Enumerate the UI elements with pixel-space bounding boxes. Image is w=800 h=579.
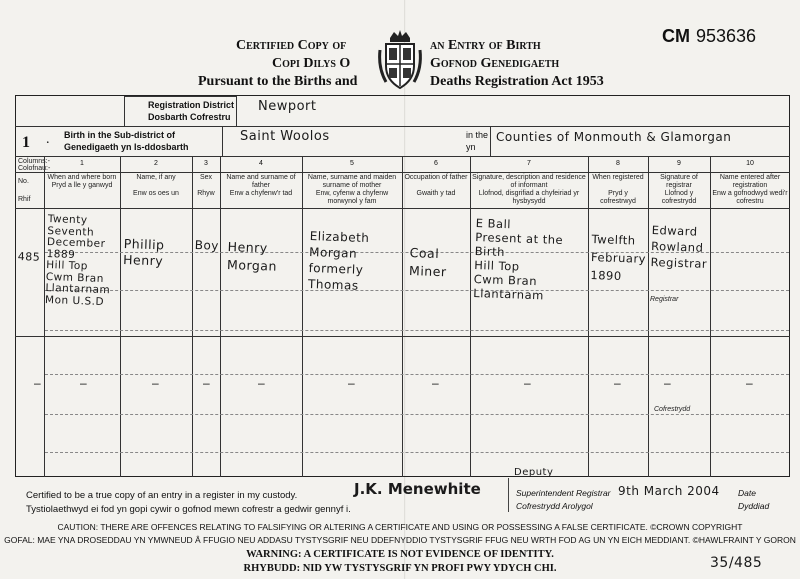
col-num-2: 2	[154, 160, 158, 167]
district-divider	[236, 96, 237, 126]
col-num-8: 8	[616, 160, 620, 167]
district-label-cy: Dosbarth Cofrestru	[148, 112, 231, 122]
entry-dot: .	[46, 132, 50, 147]
entry-sex: Boy	[194, 238, 220, 253]
reference-number: 35/485	[710, 555, 763, 571]
columns-label-cy: Colofnau:-	[18, 165, 51, 172]
entry-occupation: Coal Miner	[408, 244, 447, 280]
rule-5	[45, 414, 789, 415]
district-label-en: Registration District	[148, 100, 235, 110]
district-top-line	[124, 96, 236, 97]
subdistrict-label-en: Birth in the Sub-district of	[64, 130, 175, 140]
header-left-line1: Certified Copy of	[236, 38, 347, 53]
col-num-5: 5	[350, 160, 354, 167]
col-heading-8: When registered Pryd y cofrestrwyd	[592, 174, 644, 205]
rule-4	[45, 374, 789, 375]
subdistrict-divider	[222, 126, 223, 156]
row2-dash-10: –	[746, 376, 753, 390]
col-line-7	[588, 156, 589, 477]
in-the-label: in the	[466, 130, 489, 140]
date-label-en: Date	[738, 488, 756, 498]
col-line-0	[44, 156, 45, 477]
header-right-line1: an Entry of Birth	[430, 38, 541, 53]
entry-informant: E Ball Present at the Birth Hill Top Cwm Bran Llantarnam	[473, 216, 564, 303]
row2-dash-5: –	[348, 376, 355, 390]
certified-statement-cy: Tystiolaethwyd ei fod yn gopi cywir o gofnod mewn cofrestr a gedwir gennyf i.	[26, 504, 351, 515]
warning-cy: RHYBUDD: NID YW TYSTYSGRIF YN PROFI PWY YDYCH CHI.	[243, 563, 557, 574]
col-line-8	[648, 156, 649, 477]
entry-father: Henry Morgan	[226, 238, 278, 274]
superintendent-signature: J.K. Menewhite	[354, 480, 481, 498]
row2-dash-3: –	[203, 376, 210, 390]
entry-bottom-line	[15, 336, 790, 337]
superintendent-label-cy: Cofrestrydd Arolygol	[516, 501, 593, 511]
district-bottom-line	[15, 126, 790, 127]
col-line-9	[710, 156, 711, 477]
col-heading-1: When and where born Pryd a lle y ganwyd	[47, 174, 117, 189]
row2-dash-1: –	[80, 376, 87, 390]
row-label-no: No.	[18, 178, 29, 185]
row2-dash-7: –	[524, 376, 531, 390]
subdistrict-value: Saint Woolos	[240, 129, 330, 144]
row2-dash-2: –	[152, 376, 159, 390]
col-num-9: 9	[677, 160, 681, 167]
col-num-1: 1	[80, 160, 84, 167]
entry-registrar: Edward Rowland Registrar	[650, 222, 708, 271]
row2-dash-8: –	[614, 376, 621, 390]
warning-en: WARNING: A CERTIFICATE IS NOT EVIDENCE OF IDENTITY.	[246, 549, 554, 560]
col-line-4	[302, 156, 303, 477]
col-line-1	[120, 156, 121, 477]
row2-dash-6: –	[432, 376, 439, 390]
header-right-line2: Gofnod Genedigaeth	[430, 56, 560, 71]
col-heading-2: Name, if any Enw os oes un	[133, 174, 179, 197]
col-line-2	[192, 156, 193, 477]
signature-bracket	[508, 478, 509, 512]
caution-cy: GOFAL: MAE YNA DROSEDDAU YN YMWNEUD Â FFUGIO NEU ADDASU TYSTYSGRIF NEU DDEFNYDDIO TYSTYSGRIF FFUG NEU WRTH FOD AG UN YN EICH MEDDIANT. ©HAWLFRAINT Y GORON	[4, 535, 796, 545]
col-line-6	[470, 156, 471, 477]
columns-label-en: Columns:-	[18, 158, 50, 165]
rule-2	[45, 290, 789, 291]
row-label-rhif: Rhif	[18, 196, 31, 203]
col-num-4: 4	[259, 160, 263, 167]
rule-6	[45, 452, 789, 453]
header-left-line3: Pursuant to the Births and	[198, 74, 358, 89]
county-divider	[490, 126, 491, 156]
entry-index: 1	[22, 134, 30, 151]
entry-name: Phillip Henry	[122, 236, 165, 269]
entry-number: 485	[17, 250, 41, 264]
col-num-6: 6	[434, 160, 438, 167]
colnum-bottom-line	[15, 172, 790, 173]
entry-registered: Twelfth February 1890	[590, 231, 647, 284]
row2-dash-4: –	[258, 376, 265, 390]
certified-date: 9th March 2004	[618, 484, 720, 498]
yn-label: yn	[466, 142, 476, 152]
col-heading-6: Occupation of father Gwaith y tad	[404, 174, 468, 197]
col-line-3	[220, 156, 221, 477]
district-value: Newport	[258, 99, 317, 114]
entry-mother: Elizabeth Morgan formerly Thomas	[307, 228, 370, 293]
royal-coat-of-arms-icon	[376, 28, 424, 92]
superintendent-label-en: Superintendent Registrar	[516, 488, 611, 498]
cofrestrydd-label: Cofrestrydd	[654, 406, 691, 413]
entry-when-where: Twenty Seventh December 1889 Hill Top Cwm Bran Llantarnam Mon U.S.D	[44, 213, 111, 308]
date-label-cy: Dyddiad	[738, 501, 770, 511]
header-right-line3: Deaths Registration Act 1953	[430, 74, 604, 89]
registrar-label-1: Registrar	[650, 296, 679, 303]
row2-dash-0: –	[34, 376, 41, 390]
col-num-7: 7	[527, 160, 531, 167]
subdistrict-label-cy: Genedigaeth yn Is-ddosbarth	[64, 142, 189, 152]
header-left-line2: Copi Dilys O	[272, 56, 351, 71]
rule-3	[45, 330, 789, 331]
certificate-number: CM 953636	[662, 26, 757, 46]
col-heading-5: Name, surname and maiden surname of mother Enw, cyfenw a chyfenw morwynol y fam	[307, 174, 397, 205]
deputy-handwritten: Deputy	[514, 467, 554, 478]
county-value: Counties of Monmouth & Glamorgan	[496, 130, 732, 144]
col-line-5	[402, 156, 403, 477]
row2-dash-9: –	[664, 376, 671, 390]
col-heading-9: Signature of registrar Llofnod y cofrestrydd	[660, 174, 698, 205]
certified-statement-en: Certified to be a true copy of an entry in a register in my custody.	[26, 490, 298, 501]
col-heading-7: Signature, description and residence of informant Llofnod, disgrifiad a chyfeiriad yr hysbysydd	[472, 174, 586, 205]
col-heading-4: Name and surname of father Enw a chyfenw'r tad	[226, 174, 296, 197]
caution-en: CAUTION: THERE ARE OFFENCES RELATING TO FALSIFYING OR ALTERING A CERTIFICATE AND USING OR POSSESSING A FALSE CERTIFICATE. ©CROWN COPYRIGHT	[57, 522, 743, 532]
district-left-line	[124, 96, 125, 126]
col-num-10: 10	[746, 160, 754, 167]
col-heading-10: Name entered after registration Enw a gofnodwyd wedi'r cofrestru	[712, 174, 788, 205]
col-heading-3: Sex Rhyw	[197, 174, 215, 197]
heading-bottom-line	[15, 208, 790, 209]
col-num-3: 3	[204, 160, 208, 167]
